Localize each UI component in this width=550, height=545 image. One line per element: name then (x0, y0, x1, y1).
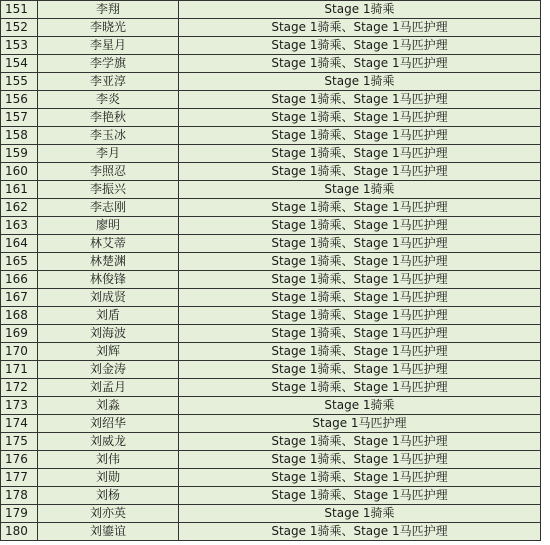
name-cell: 李艳秋 (38, 109, 179, 127)
name-cell: 廖明 (38, 217, 179, 235)
table-row (1, 325, 541, 343)
table-row (1, 361, 541, 379)
table-row (1, 163, 541, 181)
name-cell: 刘威龙 (38, 433, 179, 451)
course-cell: Stage 1骑乘、Stage 1马匹护理 (179, 325, 541, 343)
name-cell: 林艾蒂 (38, 235, 179, 253)
table-row (1, 523, 541, 541)
row-number-cell: 174 (1, 415, 38, 433)
name-cell: 刘鎏谊 (38, 523, 179, 541)
row-number-cell: 153 (1, 37, 38, 55)
course-cell: Stage 1骑乘、Stage 1马匹护理 (179, 109, 541, 127)
name-cell: 林楚渊 (38, 253, 179, 271)
table-row (1, 487, 541, 505)
row-number-cell: 177 (1, 469, 38, 487)
table-row (1, 127, 541, 145)
row-number-cell: 158 (1, 127, 38, 145)
row-number-cell: 163 (1, 217, 38, 235)
row-number-cell: 178 (1, 487, 38, 505)
table-row (1, 307, 541, 325)
name-cell: 刘勋 (38, 469, 179, 487)
name-cell: 李炎 (38, 91, 179, 109)
table-row (1, 73, 541, 91)
name-cell: 李翔 (38, 1, 179, 19)
row-number-cell: 180 (1, 523, 38, 541)
course-cell: Stage 1骑乘、Stage 1马匹护理 (179, 523, 541, 541)
table-row (1, 109, 541, 127)
row-number-cell: 179 (1, 505, 38, 523)
name-cell: 刘海波 (38, 325, 179, 343)
course-cell: Stage 1骑乘、Stage 1马匹护理 (179, 307, 541, 325)
name-cell: 刘金涛 (38, 361, 179, 379)
row-number-cell: 175 (1, 433, 38, 451)
course-cell: Stage 1骑乘、Stage 1马匹护理 (179, 127, 541, 145)
course-cell: Stage 1骑乘 (179, 1, 541, 19)
row-number-cell: 176 (1, 451, 38, 469)
name-cell: 刘淼 (38, 397, 179, 415)
name-cell: 李玉冰 (38, 127, 179, 145)
course-cell: Stage 1骑乘、Stage 1马匹护理 (179, 487, 541, 505)
name-cell: 李振兴 (38, 181, 179, 199)
name-cell: 李月 (38, 145, 179, 163)
course-cell: Stage 1骑乘、Stage 1马匹护理 (179, 235, 541, 253)
table-row (1, 505, 541, 523)
table-row (1, 451, 541, 469)
course-cell: Stage 1骑乘、Stage 1马匹护理 (179, 271, 541, 289)
course-cell: Stage 1骑乘、Stage 1马匹护理 (179, 379, 541, 397)
course-cell: Stage 1马匹护理 (179, 415, 541, 433)
name-cell: 刘杨 (38, 487, 179, 505)
table-row (1, 91, 541, 109)
row-number-cell: 156 (1, 91, 38, 109)
row-number-cell: 151 (1, 1, 38, 19)
table-row (1, 271, 541, 289)
row-number-cell: 166 (1, 271, 38, 289)
table-row (1, 37, 541, 55)
table-row (1, 397, 541, 415)
table-row (1, 19, 541, 37)
row-number-cell: 157 (1, 109, 38, 127)
row-number-cell: 165 (1, 253, 38, 271)
table-row (1, 1, 541, 19)
table-row (1, 253, 541, 271)
table-row (1, 199, 541, 217)
table-row (1, 433, 541, 451)
row-number-cell: 152 (1, 19, 38, 37)
course-cell: Stage 1骑乘、Stage 1马匹护理 (179, 451, 541, 469)
name-cell: 李星月 (38, 37, 179, 55)
course-cell: Stage 1骑乘、Stage 1马匹护理 (179, 289, 541, 307)
name-cell: 刘盾 (38, 307, 179, 325)
name-cell: 刘伟 (38, 451, 179, 469)
course-cell: Stage 1骑乘、Stage 1马匹护理 (179, 37, 541, 55)
name-cell: 林俊锋 (38, 271, 179, 289)
row-number-cell: 171 (1, 361, 38, 379)
course-cell: Stage 1骑乘、Stage 1马匹护理 (179, 55, 541, 73)
name-cell: 刘亦英 (38, 505, 179, 523)
course-cell: Stage 1骑乘、Stage 1马匹护理 (179, 361, 541, 379)
name-cell: 刘绍华 (38, 415, 179, 433)
name-cell: 李亚淳 (38, 73, 179, 91)
row-number-cell: 162 (1, 199, 38, 217)
course-cell: Stage 1骑乘 (179, 397, 541, 415)
course-cell: Stage 1骑乘 (179, 181, 541, 199)
name-cell: 李志刚 (38, 199, 179, 217)
row-number-cell: 168 (1, 307, 38, 325)
row-number-cell: 164 (1, 235, 38, 253)
course-cell: Stage 1骑乘 (179, 505, 541, 523)
course-cell: Stage 1骑乘、Stage 1马匹护理 (179, 199, 541, 217)
name-cell: 刘孟月 (38, 379, 179, 397)
table-row (1, 469, 541, 487)
row-number-cell: 167 (1, 289, 38, 307)
table-row (1, 181, 541, 199)
course-cell: Stage 1骑乘、Stage 1马匹护理 (179, 163, 541, 181)
table-row (1, 343, 541, 361)
course-cell: Stage 1骑乘、Stage 1马匹护理 (179, 145, 541, 163)
name-cell: 李照忍 (38, 163, 179, 181)
table-row (1, 55, 541, 73)
row-number-cell: 161 (1, 181, 38, 199)
row-number-cell: 155 (1, 73, 38, 91)
name-cell: 刘辉 (38, 343, 179, 361)
row-number-cell: 169 (1, 325, 38, 343)
course-cell: Stage 1骑乘、Stage 1马匹护理 (179, 19, 541, 37)
course-cell: Stage 1骑乘、Stage 1马匹护理 (179, 91, 541, 109)
name-cell: 李晓光 (38, 19, 179, 37)
row-number-cell: 170 (1, 343, 38, 361)
table-row (1, 415, 541, 433)
name-cell: 李学旗 (38, 55, 179, 73)
course-cell: Stage 1骑乘 (179, 73, 541, 91)
row-number-cell: 159 (1, 145, 38, 163)
course-cell: Stage 1骑乘、Stage 1马匹护理 (179, 343, 541, 361)
table-row (1, 379, 541, 397)
course-cell: Stage 1骑乘、Stage 1马匹护理 (179, 253, 541, 271)
roster-body (1, 0, 541, 541)
row-number-cell: 154 (1, 55, 38, 73)
row-number-cell: 173 (1, 397, 38, 415)
table-row (1, 145, 541, 163)
course-cell: Stage 1骑乘、Stage 1马匹护理 (179, 469, 541, 487)
course-cell: Stage 1骑乘、Stage 1马匹护理 (179, 217, 541, 235)
row-number-cell: 172 (1, 379, 38, 397)
table-row (1, 235, 541, 253)
course-cell: Stage 1骑乘、Stage 1马匹护理 (179, 433, 541, 451)
row-number-cell: 160 (1, 163, 38, 181)
table-row (1, 289, 541, 307)
table-row (1, 217, 541, 235)
name-cell: 刘成贤 (38, 289, 179, 307)
